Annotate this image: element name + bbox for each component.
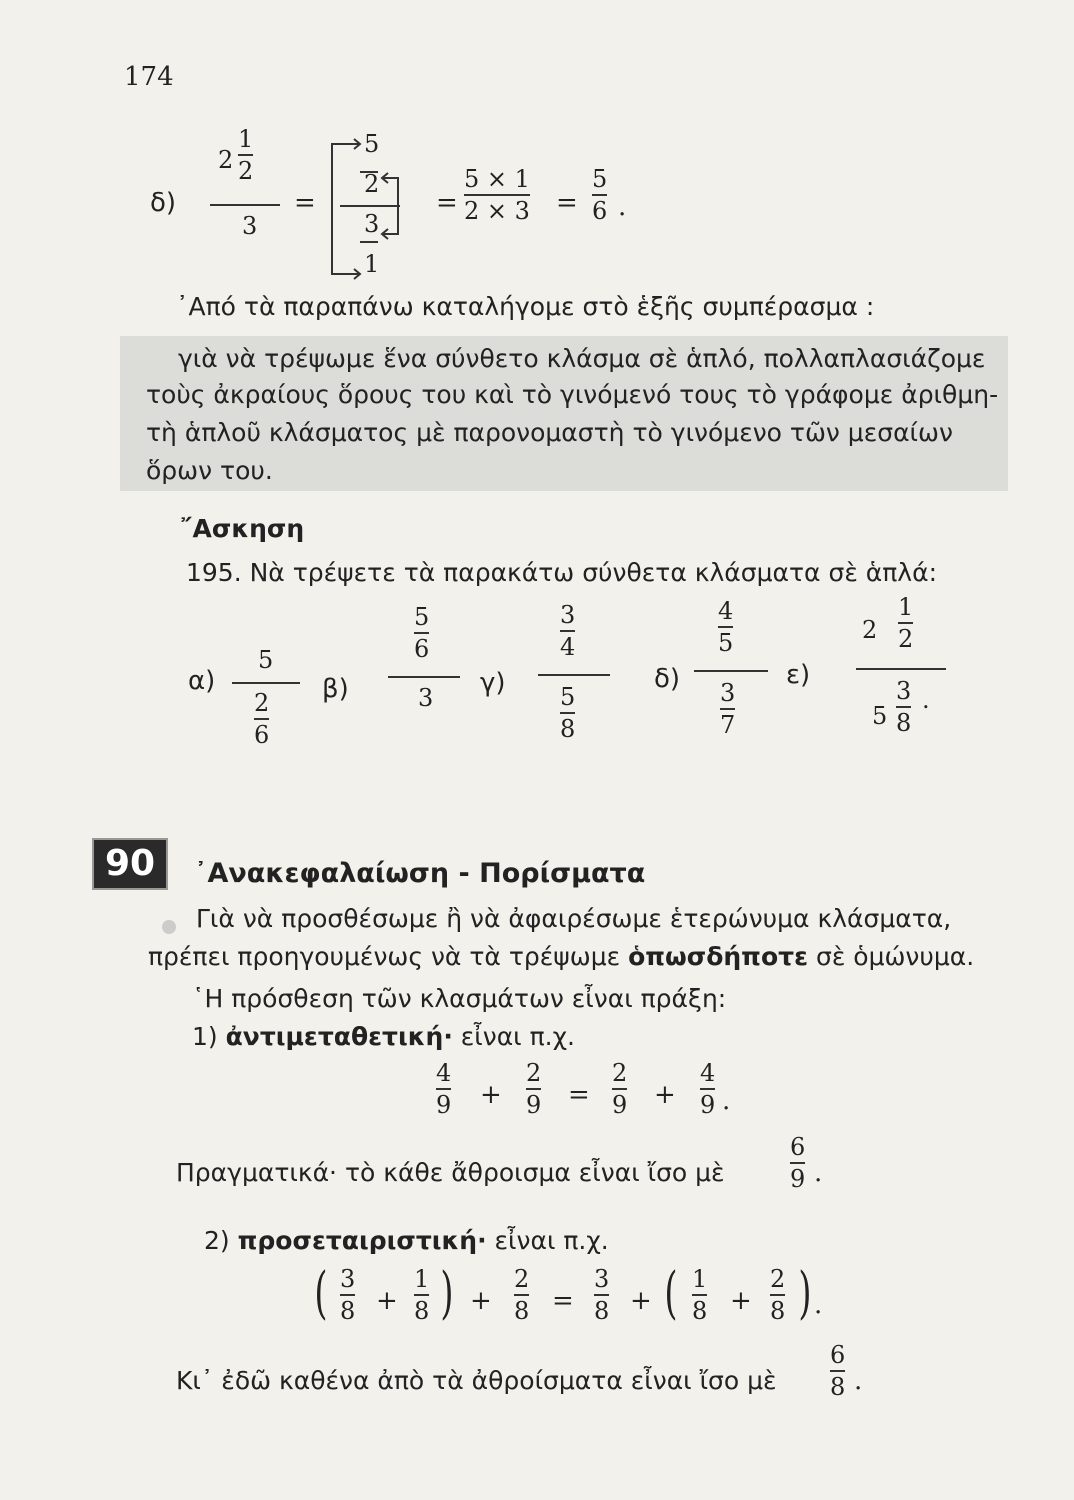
box-bottom: 1 bbox=[364, 250, 380, 278]
mixed-fraction bbox=[238, 126, 253, 185]
label-gamma: γ) bbox=[480, 668, 506, 698]
alpha-bottom-fraction bbox=[254, 690, 269, 749]
assoc-frac-1 bbox=[340, 1266, 355, 1325]
fraction-bar bbox=[896, 706, 911, 708]
epsilon-top-whole: 2 bbox=[862, 616, 878, 644]
alpha-top: 5 bbox=[258, 646, 274, 674]
alpha-bot-den: 6 bbox=[254, 721, 270, 750]
comm-result-text: Πραγματικά· τὸ κάθε ἄθροισμα εἶναι ἴσο μὲ bbox=[176, 1158, 725, 1187]
para1-line2-bold: ὁπωσδήποτε bbox=[628, 942, 809, 971]
outer-den: 3 bbox=[242, 212, 258, 240]
left-paren: ( bbox=[314, 1261, 328, 1326]
delta-top-den: 5 bbox=[718, 629, 734, 658]
para2: ῾Η πρόσθεση τῶν κλασμάτων εἶναι πράξη: bbox=[192, 984, 727, 1013]
result-num: 5 bbox=[592, 165, 608, 193]
period: . bbox=[814, 1290, 823, 1320]
gamma-top-den: 4 bbox=[560, 633, 576, 662]
period: . bbox=[814, 1158, 823, 1188]
comm-frac-4 bbox=[700, 1060, 715, 1119]
fraction-bar bbox=[414, 632, 429, 634]
comm-result-fraction bbox=[790, 1134, 805, 1193]
alpha-bot-num: 2 bbox=[254, 689, 270, 717]
num: 3 bbox=[594, 1265, 610, 1293]
prop2-number: 2) bbox=[204, 1226, 230, 1255]
beta-main-bar bbox=[388, 676, 460, 678]
mixed-whole: 2 bbox=[218, 146, 234, 174]
beta-top-den: 6 bbox=[414, 635, 430, 664]
prop1-tail: εἶναι π.χ. bbox=[460, 1022, 575, 1051]
den: 8 bbox=[514, 1297, 530, 1326]
rule-line-4: ὅρων του. bbox=[146, 456, 273, 485]
box-mid-den: 3 bbox=[364, 210, 380, 238]
num: 4 bbox=[700, 1059, 716, 1087]
fraction-bar bbox=[594, 1294, 609, 1296]
rule-line-3: τὴ ἁπλοῦ κλάσματος μὲ παρονομαστὴ τὸ γινόμενο τῶν μεσαίων bbox=[146, 418, 953, 447]
fraction-bar bbox=[700, 1088, 715, 1090]
epsilon-top-den: 2 bbox=[898, 625, 914, 654]
plus-sign: + bbox=[480, 1080, 502, 1110]
epsilon-bot-den: 8 bbox=[896, 709, 912, 738]
fraction-bar bbox=[770, 1294, 785, 1296]
property-2 bbox=[204, 1226, 609, 1255]
delta-bot-den: 7 bbox=[720, 711, 736, 740]
plus-sign: + bbox=[470, 1286, 492, 1316]
fraction-bar bbox=[340, 1294, 355, 1296]
den: 8 bbox=[414, 1297, 430, 1326]
assoc-frac-5 bbox=[692, 1266, 707, 1325]
fraction-bar bbox=[560, 712, 575, 714]
gamma-bottom-fraction bbox=[560, 684, 575, 743]
para1-line1: Γιὰ νὰ προσθέσωμε ἢ νὰ ἀφαιρέσωμε ἑτερώνυμα κλάσματα, bbox=[196, 904, 952, 933]
rule-line-2: τοὺς ἀκραίους ὅρους του καὶ τὸ γινόμενό τους τὸ γράφομε ἀριθμη- bbox=[146, 380, 999, 409]
equals-sign: = bbox=[568, 1080, 590, 1110]
gamma-top-fraction bbox=[560, 602, 575, 661]
num: 3 bbox=[340, 1265, 356, 1293]
gamma-bot-den: 8 bbox=[560, 715, 576, 744]
prop2-name: προσεταιριστική· bbox=[237, 1226, 487, 1255]
fraction-bar bbox=[898, 622, 913, 624]
epsilon-top-num: 1 bbox=[898, 593, 914, 621]
equals-sign: = bbox=[436, 188, 458, 218]
den: 9 bbox=[790, 1165, 806, 1194]
label-alpha: α) bbox=[188, 666, 216, 696]
den: 9 bbox=[700, 1091, 716, 1120]
den: 9 bbox=[526, 1091, 542, 1120]
fraction-bar bbox=[718, 626, 733, 628]
fraction-bar bbox=[612, 1088, 627, 1090]
exercise-text: 195. Νὰ τρέψετε τὰ παρακάτω σύνθετα κλάσματα σὲ ἁπλά: bbox=[186, 558, 938, 587]
label-beta: β) bbox=[322, 674, 349, 704]
product-den: 2 × 3 bbox=[464, 197, 530, 226]
page-number: 174 bbox=[124, 62, 174, 92]
box-mid-num: 2 bbox=[364, 170, 380, 198]
comm-frac-1 bbox=[436, 1060, 451, 1119]
fraction-bar bbox=[790, 1162, 805, 1164]
delta-bot-num: 3 bbox=[720, 679, 736, 707]
epsilon-bottom-fraction bbox=[896, 678, 911, 737]
section-number-badge: 90 bbox=[92, 838, 168, 890]
label-delta: δ) bbox=[654, 664, 681, 694]
fraction-bar bbox=[692, 1294, 707, 1296]
exercise-heading: ῎Ασκηση bbox=[180, 514, 305, 543]
num: 2 bbox=[612, 1059, 628, 1087]
epsilon-top-fraction bbox=[898, 594, 913, 653]
mixed-den: 2 bbox=[238, 157, 254, 186]
assoc-frac-3 bbox=[514, 1266, 529, 1325]
epsilon-bot-num: 3 bbox=[896, 677, 912, 705]
example-d-label: δ) bbox=[150, 188, 177, 218]
num: 2 bbox=[770, 1265, 786, 1293]
delta-bottom-fraction bbox=[720, 680, 735, 739]
assoc-frac-4 bbox=[594, 1266, 609, 1325]
product-fraction bbox=[464, 166, 530, 225]
prop2-tail: εἶναι π.χ. bbox=[494, 1226, 609, 1255]
equals-sign: = bbox=[556, 188, 578, 218]
num: 1 bbox=[414, 1265, 430, 1293]
fraction-bar bbox=[414, 1294, 429, 1296]
fraction-bar bbox=[514, 1294, 529, 1296]
delta-main-bar bbox=[694, 670, 768, 672]
num: 6 bbox=[830, 1341, 846, 1369]
assoc-frac-2 bbox=[414, 1266, 429, 1325]
fraction-bar bbox=[592, 194, 607, 196]
den: 8 bbox=[830, 1373, 846, 1402]
fraction-bar bbox=[254, 718, 269, 720]
den: 9 bbox=[612, 1091, 628, 1120]
den: 8 bbox=[770, 1297, 786, 1326]
gamma-main-bar bbox=[538, 674, 610, 676]
assoc-result-fraction bbox=[830, 1342, 845, 1401]
period: . bbox=[722, 1086, 731, 1116]
fraction-bar bbox=[238, 154, 253, 156]
equals-sign: = bbox=[552, 1286, 574, 1316]
label-epsilon: ε) bbox=[786, 660, 811, 690]
left-paren: ( bbox=[664, 1261, 678, 1326]
right-paren: ) bbox=[440, 1261, 454, 1326]
den: 8 bbox=[594, 1297, 610, 1326]
rule-line-1: γιὰ νὰ τρέψωμε ἕνα σύνθετο κλάσμα σὲ ἁπλό, πολλαπλασιάζομε bbox=[178, 344, 986, 373]
alpha-main-bar bbox=[232, 682, 300, 684]
product-num: 5 × 1 bbox=[464, 165, 530, 193]
gamma-top-num: 3 bbox=[560, 601, 576, 629]
mixed-num: 1 bbox=[238, 125, 254, 153]
num: 4 bbox=[436, 1059, 452, 1087]
epsilon-mark: . bbox=[922, 686, 930, 714]
num: 2 bbox=[526, 1059, 542, 1087]
beta-bottom: 3 bbox=[418, 684, 434, 712]
main-fraction-bar bbox=[210, 204, 280, 206]
section-title: ᾿Ανακεφαλαίωση - Πορίσματα bbox=[194, 858, 646, 889]
prop1-number: 1) bbox=[192, 1022, 218, 1051]
beta-top-fraction bbox=[414, 604, 429, 663]
plus-sign: + bbox=[730, 1286, 752, 1316]
fraction-bar bbox=[720, 708, 735, 710]
epsilon-main-bar bbox=[856, 668, 946, 670]
result-fraction bbox=[592, 166, 607, 225]
assoc-frac-6 bbox=[770, 1266, 785, 1325]
period: . bbox=[854, 1366, 863, 1396]
num: 6 bbox=[790, 1133, 806, 1161]
gamma-bot-num: 5 bbox=[560, 683, 576, 711]
den: 8 bbox=[692, 1297, 708, 1326]
property-1 bbox=[192, 1022, 575, 1051]
fraction-bar bbox=[560, 630, 575, 632]
assoc-result-text: Κι᾿ ἐδῶ καθένα ἀπὸ τὰ ἀθροίσματα εἶναι ἴσο μὲ bbox=[176, 1366, 777, 1395]
fraction-bar bbox=[526, 1088, 541, 1090]
equals-sign: = bbox=[294, 188, 316, 218]
right-paren: ) bbox=[798, 1261, 812, 1326]
fraction-bar bbox=[464, 194, 530, 196]
delta-top-fraction bbox=[718, 598, 733, 657]
para1-line2-start: πρέπει προηγουμένως νὰ τὰ τρέψωμε bbox=[148, 942, 621, 971]
num: 1 bbox=[692, 1265, 708, 1293]
den: 9 bbox=[436, 1091, 452, 1120]
bullet-icon bbox=[162, 920, 176, 934]
conclusion-intro: ᾿Από τὰ παραπάνω καταλήγομε στὸ ἑξῆς συμπέρασμα : bbox=[176, 292, 875, 321]
prop1-name: ἀντιμεταθετική· bbox=[225, 1022, 453, 1051]
den: 8 bbox=[340, 1297, 356, 1326]
fraction-bar bbox=[830, 1370, 845, 1372]
para1-line2 bbox=[148, 942, 974, 971]
box-top: 5 bbox=[364, 130, 380, 158]
fraction-bar bbox=[436, 1088, 451, 1090]
comm-frac-3 bbox=[612, 1060, 627, 1119]
para1-line2-end: σὲ ὁμώνυμα. bbox=[815, 942, 975, 971]
beta-top-num: 5 bbox=[414, 603, 430, 631]
delta-top-num: 4 bbox=[718, 597, 734, 625]
period: . bbox=[618, 192, 627, 222]
plus-sign: + bbox=[630, 1286, 652, 1316]
plus-sign: + bbox=[654, 1080, 676, 1110]
num: 2 bbox=[514, 1265, 530, 1293]
comm-frac-2 bbox=[526, 1060, 541, 1119]
result-den: 6 bbox=[592, 197, 608, 226]
epsilon-bot-whole: 5 bbox=[872, 702, 888, 730]
plus-sign: + bbox=[376, 1286, 398, 1316]
